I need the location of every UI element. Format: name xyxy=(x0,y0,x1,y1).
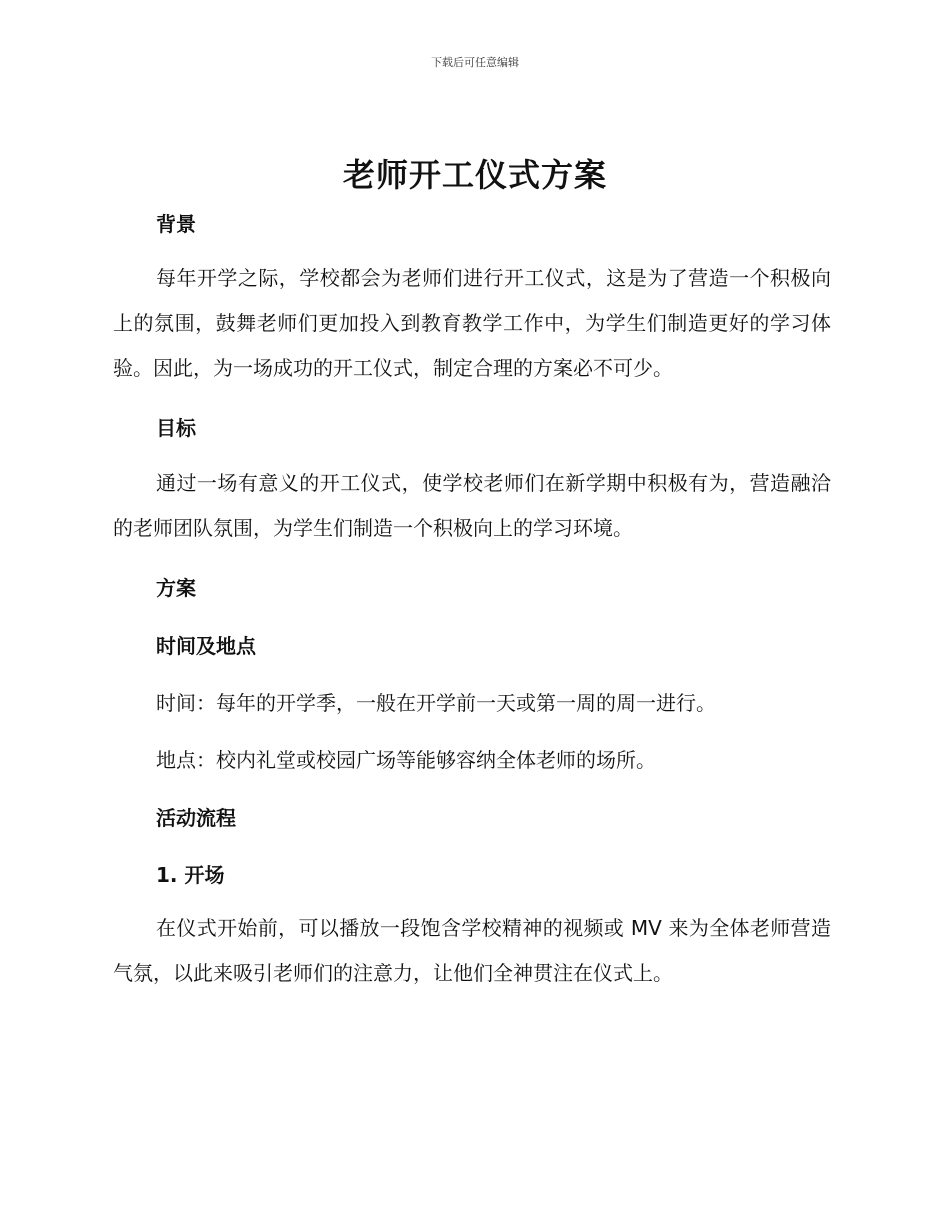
page-header-note: 下载后可任意编辑 xyxy=(431,56,519,69)
heading-process: 活动流程 xyxy=(156,806,236,830)
document-title: 老师开工仪式方案 xyxy=(342,156,607,194)
heading-plan: 方案 xyxy=(156,576,196,600)
paragraph-goal: 通过一场有意义的开工仪式，使学校老师们在新学期中积极有为，营造融洽的老师团队氛围，为学生们制造一个积极向上的学习环境。 xyxy=(113,471,831,540)
place-line: 地点：校内礼堂或校园广场等能够容纳全体老师的场所。 xyxy=(156,748,656,772)
heading-time-place: 时间及地点 xyxy=(156,634,256,658)
paragraph-step-opening: 在仪式开始前，可以播放一段饱含学校精神的视频或 MV 来为全体老师营造气氛，以此来吸引老师们的注意力，让他们全神贯注在仪式上。 xyxy=(113,916,831,985)
heading-background: 背景 xyxy=(156,212,196,236)
heading-step-opening: 1. 开场 xyxy=(156,863,225,887)
time-line: 时间：每年的开学季，一般在开学前一天或第一周的周一进行。 xyxy=(156,691,716,715)
paragraph-background: 每年开学之际，学校都会为老师们进行开工仪式，这是为了营造一个积极向上的氛围，鼓舞老师们更加投入到教育教学工作中，为学生们制造更好的学习体验。因此，为一场成功的开工仪式，制定合理的方案必不可少。 xyxy=(113,266,831,380)
heading-goal: 目标 xyxy=(156,416,196,440)
